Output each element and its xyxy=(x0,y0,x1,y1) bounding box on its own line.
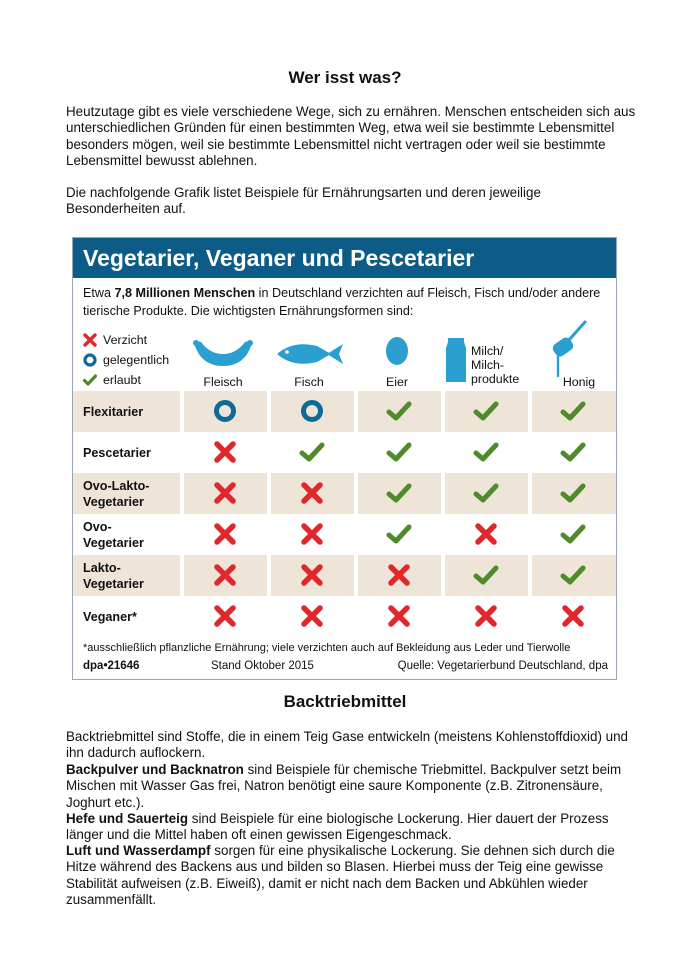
table-row xyxy=(73,596,616,637)
table-row xyxy=(73,514,616,555)
table-row xyxy=(73,391,616,432)
cross-icon xyxy=(297,519,327,549)
check-icon xyxy=(558,560,588,590)
infographic-title: Vegetarier, Veganer und Pescetarier xyxy=(73,238,616,278)
legend xyxy=(83,330,169,390)
row-label: Pescetarier xyxy=(83,445,151,460)
row-label: Ovo- Vegetarier xyxy=(83,519,144,550)
luft-paragraph: Luft und Wasserdampf sorgen für eine physikalische Lockerung. Sie dehnen sich durch die Hitze während des Backens aus und bilden so Blasen. Hierbei muss der Teig eine gewisse Stabilität aufweisen (z.B. Eiweiß), damit er nicht nach dem Backen und Abkühlen wieder zusammenfällt. xyxy=(66,843,615,908)
column-separator xyxy=(354,391,358,638)
graphic-intro-paragraph: Die nachfolgende Grafik listet Beispiele für Ernährungsarten und deren jeweilige Besonderheiten auf. xyxy=(66,185,541,217)
check-icon xyxy=(384,437,414,467)
egg-icon xyxy=(385,334,409,366)
check-icon xyxy=(471,478,501,508)
cross-icon xyxy=(297,478,327,508)
infographic-footnote: *ausschließlich pflanzliche Ernährung; viele verzichten auch auf Bekleidung aus Leder und Tierwolle xyxy=(83,642,571,654)
circle-icon xyxy=(83,353,97,367)
cross-icon xyxy=(210,601,240,631)
cross-icon xyxy=(210,478,240,508)
row-label: Ovo-Lakto- Vegetarier xyxy=(83,478,150,509)
backtriebmittel-intro: Backtriebmittel sind Stoffe, die in einem Teig Gase entwickeln (meistens Kohlenstoffdioxid) und ihn dadurch auflockern. xyxy=(66,729,628,761)
check-icon xyxy=(471,396,501,426)
stand-date: Stand Oktober 2015 xyxy=(211,660,314,672)
cross-icon xyxy=(210,560,240,590)
intro-paragraph: Heutzutage gibt es viele verschiedene Wege, sich zu ernähren. Menschen entscheiden sich aus unterschiedlichen Gründen für einen bestimmten Weg, etwa weil sie bestimmte Lebensmittel besonders mögen, weil sie bestimmte Lebensmittel nicht vertragen oder weil sie bestimmte Lebensmittel bewusst ablehnen. xyxy=(66,104,636,169)
legend-item-verzicht: Verzicht xyxy=(83,330,169,350)
honey-dipper-icon xyxy=(549,318,589,378)
dpa-id: dpa•21646 xyxy=(83,660,140,672)
legend-item-gelegentlich: gelegentlich xyxy=(83,350,169,370)
check-icon xyxy=(558,478,588,508)
cross-icon xyxy=(384,560,414,590)
check-icon xyxy=(83,373,97,387)
sausage-icon xyxy=(192,336,254,370)
check-icon xyxy=(384,396,414,426)
row-label: Veganer* xyxy=(83,609,137,624)
column-separator xyxy=(528,391,532,638)
check-icon xyxy=(384,519,414,549)
column-milch: Milch/ Milch- produkte xyxy=(445,328,545,389)
table-row xyxy=(73,432,616,473)
circle-icon xyxy=(297,396,327,426)
column-separator xyxy=(441,391,445,638)
column-fisch: Fisch xyxy=(269,328,349,389)
check-icon xyxy=(471,560,501,590)
column-separator xyxy=(267,391,271,638)
circle-icon xyxy=(210,396,240,426)
cross-icon xyxy=(471,519,501,549)
cross-icon xyxy=(210,437,240,467)
section-title-backtriebmittel: Backtriebmittel xyxy=(283,692,407,711)
infographic-intro: Etwa 7,8 Millionen Menschen in Deutschland verzichten auf Fleisch, Fisch und/oder andere tierische Produkte. Die wichtigsten Ernährungsformen sind: xyxy=(83,286,601,318)
column-separator xyxy=(180,391,184,638)
legend-item-erlaubt: erlaubt xyxy=(83,370,169,390)
source-credit: Quelle: Vegetarierbund Deutschland, dpa xyxy=(397,660,608,672)
column-honig: Honig xyxy=(533,328,613,389)
table-row xyxy=(73,473,616,514)
check-icon xyxy=(558,519,588,549)
check-icon xyxy=(558,396,588,426)
nutrition-infographic xyxy=(72,237,617,680)
cross-icon xyxy=(297,560,327,590)
milk-carton-icon xyxy=(445,336,467,384)
fish-icon xyxy=(273,340,345,368)
check-icon xyxy=(384,478,414,508)
check-icon xyxy=(471,437,501,467)
cross-icon xyxy=(471,601,501,631)
row-label: Flexitarier xyxy=(83,404,144,419)
cross-icon xyxy=(384,601,414,631)
backpulver-paragraph: Backpulver und Backnatron sind Beispiele für chemische Triebmittel. Backpulver setzt beim Mischen mit Wasser Gas frei, Natron benötigt eine saure Komponente (z.B. Zitronensäure, Joghurt etc.). xyxy=(66,762,622,810)
cross-icon xyxy=(210,519,240,549)
cross-icon xyxy=(83,333,97,347)
table-row xyxy=(73,555,616,596)
check-icon xyxy=(558,437,588,467)
cross-icon xyxy=(297,601,327,631)
hefe-paragraph: Hefe und Sauerteig sind Beispiele für eine biologische Lockerung. Hier dauert der Prozess länger und die Mittel haben oft einen gewissen Eigengeschmack. xyxy=(66,811,609,843)
column-fleisch: Fleisch xyxy=(183,328,263,389)
check-icon xyxy=(297,437,327,467)
column-eier: Eier xyxy=(357,328,437,389)
row-label: Lakto- Vegetarier xyxy=(83,560,144,591)
page-title: Wer isst was? xyxy=(288,68,402,87)
cross-icon xyxy=(558,601,588,631)
